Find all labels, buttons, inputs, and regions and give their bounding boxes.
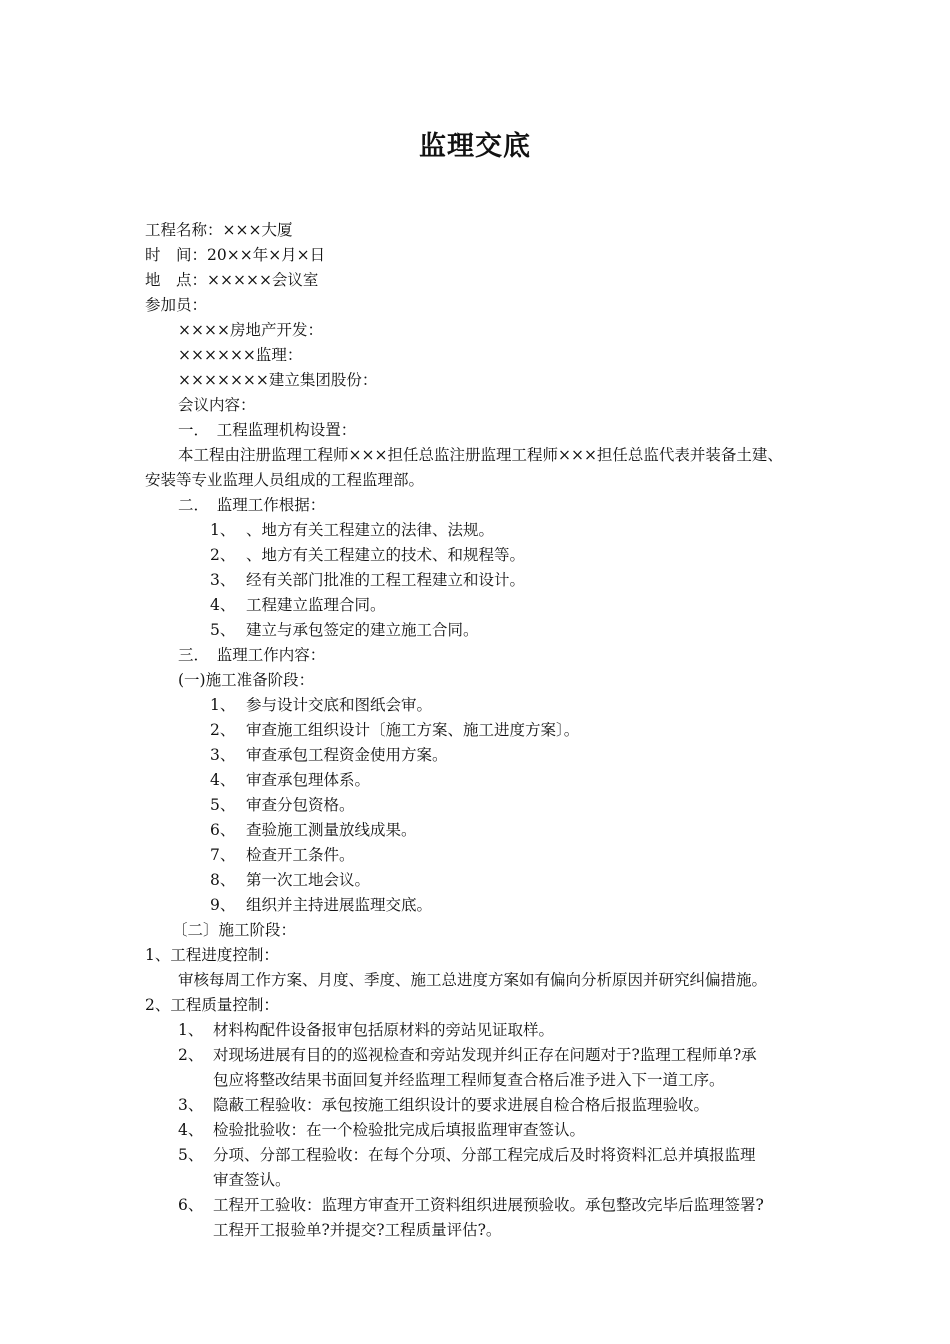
list-number: 1、 — [178, 1021, 204, 1039]
meeting-place: 地 点：×××××会议室 — [145, 271, 319, 289]
meeting-time: 时 间：20××年×月×日 — [145, 246, 326, 264]
list-number: 2、 — [178, 1046, 204, 1064]
subsection-heading: 2、工程质量控制： — [145, 996, 279, 1014]
attendee-developer: ××××房地产开发： — [178, 321, 323, 339]
list-item-continuation: 审查签认。 — [213, 1171, 291, 1189]
list-number: 5、 — [210, 796, 236, 814]
list-item: 工程开工验收：监理方审查开工资料组织进展预验收。承包整改完毕后监理签署? — [213, 1196, 764, 1214]
list-number: 5、 — [210, 621, 236, 639]
list-item: 审查承包工程资金使用方案。 — [246, 746, 448, 764]
list-item: 经有关部门批准的工程工程建立和设计。 — [246, 571, 526, 589]
list-item: 审查承包理体系。 — [246, 771, 371, 789]
paragraph-line: 安装等专业监理人员组成的工程监理部。 — [145, 471, 425, 489]
list-item: 参与设计交底和图纸会审。 — [246, 696, 433, 714]
list-item: 建立与承包签定的建立施工合同。 — [246, 621, 479, 639]
list-number: 4、 — [210, 771, 236, 789]
attendee-supervisor: ××××××监理： — [178, 346, 303, 364]
list-item: 检查开工条件。 — [246, 846, 355, 864]
list-number: 9、 — [210, 896, 236, 914]
list-item: 审查施工组织设计〔施工方案、施工进度方案〕。 — [246, 721, 580, 739]
list-number: 3、 — [210, 746, 236, 764]
attendees-label: 参加员： — [145, 296, 208, 314]
list-number: 1、 — [210, 521, 236, 539]
list-number: 6、 — [178, 1196, 204, 1214]
subsection-heading: 〔二〕施工阶段： — [172, 921, 297, 939]
list-number: 5、 — [178, 1146, 204, 1164]
list-item: 查验施工测量放线成果。 — [246, 821, 417, 839]
subsection-heading: 1、工程进度控制： — [145, 946, 279, 964]
list-item: 第一次工地会议。 — [246, 871, 371, 889]
project-name: 工程名称：×××大厦 — [145, 221, 293, 239]
list-item: 对现场进展有目的的巡视检查和旁站发现并纠正存在问题对于?监理工程师单?承 — [213, 1046, 757, 1064]
list-item: 、地方有关工程建立的技术、和规程等。 — [246, 546, 526, 564]
paragraph-line: 本工程由注册监理工程师×××担任总监注册监理工程师×××担任总监代表并装备土建、 — [178, 446, 783, 464]
list-item-continuation: 工程开工报验单?并提交?工程质量评估?。 — [213, 1221, 502, 1239]
page-title: 监理交底 — [419, 131, 531, 162]
list-item: 组织并主持进展监理交底。 — [246, 896, 433, 914]
list-item: 材料构配件设备报审包括原材料的旁站见证取样。 — [213, 1021, 555, 1039]
attendee-contractor: ×××××××建立集团股份： — [178, 371, 378, 389]
section-heading: 三． 监理工作内容： — [178, 646, 326, 664]
section-heading: 一． 工程监理机构设置： — [178, 421, 357, 439]
list-item: 工程建立监理合同。 — [246, 596, 386, 614]
list-item: 审查分包资格。 — [246, 796, 355, 814]
list-number: 4、 — [210, 596, 236, 614]
subsection-heading: (一)施工准备阶段： — [178, 671, 315, 689]
list-number: 2、 — [210, 721, 236, 739]
meeting-content-label: 会议内容： — [178, 396, 256, 414]
section-heading: 二． 监理工作根据： — [178, 496, 326, 514]
list-number: 7、 — [210, 846, 236, 864]
list-number: 1、 — [210, 696, 236, 714]
list-number: 8、 — [210, 871, 236, 889]
list-number: 4、 — [178, 1121, 204, 1139]
paragraph-line: 审核每周工作方案、月度、季度、施工总进度方案如有偏向分析原因并研究纠偏措施。 — [178, 971, 768, 989]
list-item: 检验批验收：在一个检验批完成后填报监理审查签认。 — [213, 1121, 586, 1139]
list-item-continuation: 包应将整改结果书面回复并经监理工程师复查合格后准予进入下一道工序。 — [213, 1071, 725, 1089]
list-number: 2、 — [210, 546, 236, 564]
list-number: 3、 — [178, 1096, 204, 1114]
list-number: 6、 — [210, 821, 236, 839]
list-number: 3、 — [210, 571, 236, 589]
list-item: 、地方有关工程建立的法律、法规。 — [246, 521, 495, 539]
list-item: 隐蔽工程验收：承包按施工组织设计的要求进展自检合格后报监理验收。 — [213, 1096, 710, 1114]
list-item: 分项、分部工程验收：在每个分项、分部工程完成后及时将资料汇总并填报监理 — [213, 1146, 756, 1164]
